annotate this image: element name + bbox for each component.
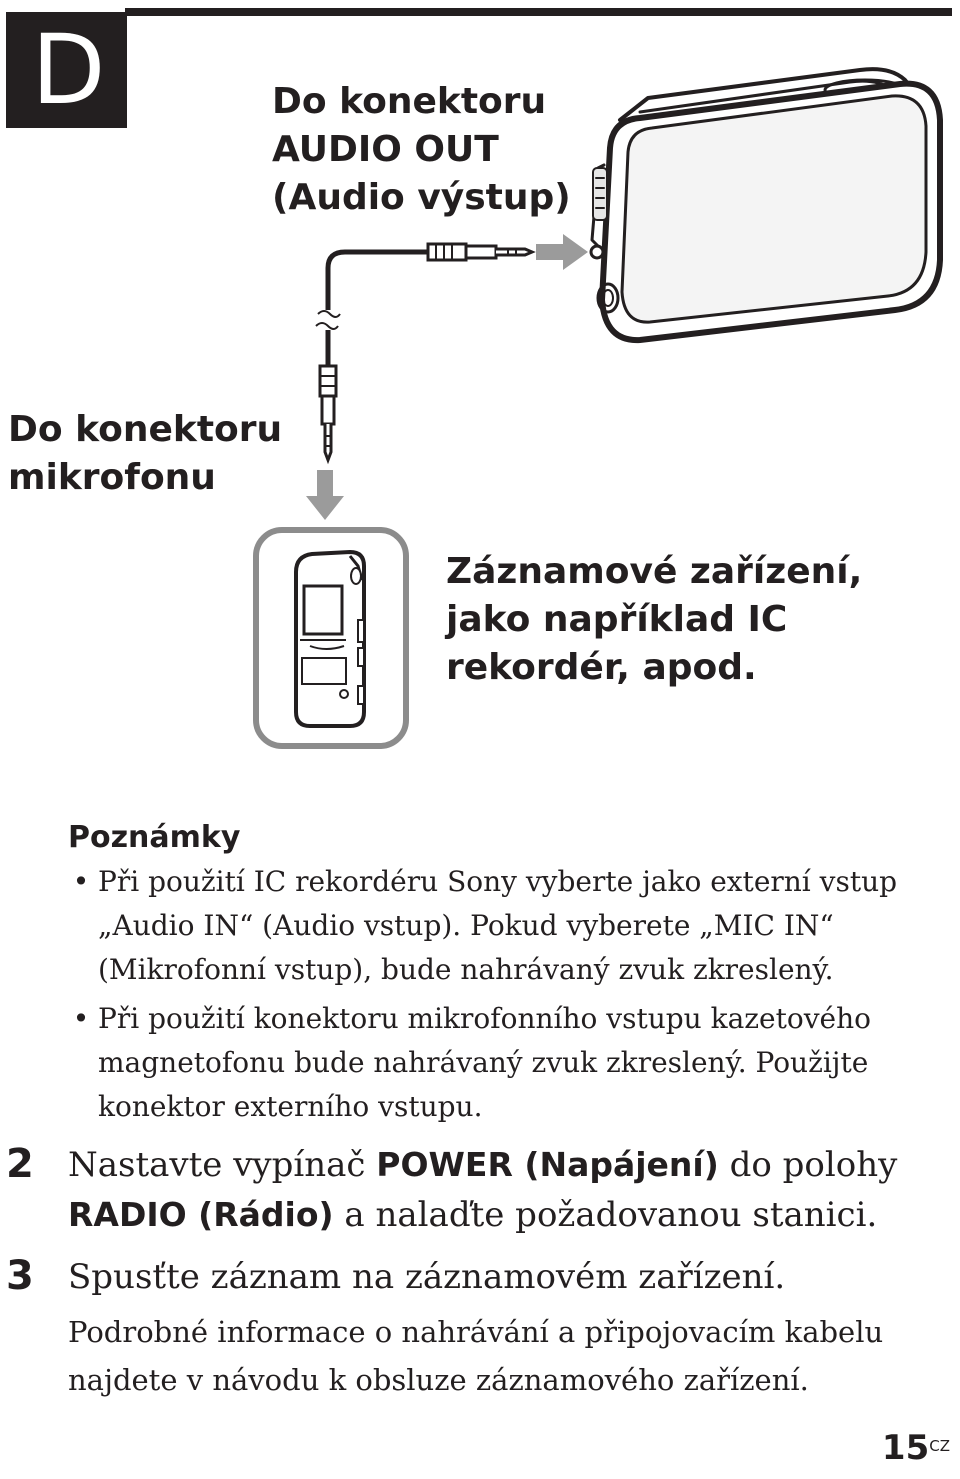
step-text-part: Nastavte vypínač	[68, 1145, 377, 1185]
callout-line: rekordér, apod.	[446, 647, 757, 688]
callout-line: Do konektoru	[8, 409, 283, 450]
callout-line: (Audio výstup)	[272, 177, 571, 218]
note-item	[68, 997, 948, 1131]
step-text-part: do polohy	[718, 1145, 898, 1185]
section-letter: D	[6, 12, 127, 128]
page-number-value: 15	[881, 1428, 930, 1468]
step-text	[68, 1252, 950, 1302]
note-item	[68, 860, 948, 994]
note-text	[98, 860, 948, 992]
callout-line: mikrofonu	[8, 457, 216, 498]
notes-heading: Poznámky	[68, 820, 241, 855]
step-line	[68, 1140, 950, 1190]
callout-line: Záznamové zařízení,	[446, 551, 863, 592]
step-3	[0, 1252, 950, 1304]
audio-out-callout	[272, 78, 571, 222]
power-switch-label: POWER (Napájení)	[376, 1145, 719, 1184]
callout-line: AUDIO OUT	[272, 129, 499, 170]
step-text-part: a nalaďte požadovanou stanici.	[333, 1195, 878, 1235]
recorder-callout	[446, 548, 862, 692]
step-line: Spusťte záznam na záznamovém zařízení.	[68, 1257, 786, 1297]
detail-text	[68, 1308, 883, 1404]
step-line	[68, 1190, 950, 1240]
step-number: 3	[6, 1253, 34, 1299]
detail-line: najdete v návodu k obsluze záznamového zařízení.	[68, 1363, 809, 1397]
detail-line: Podrobné informace o nahrávání a připojovacím kabelu	[68, 1315, 884, 1349]
note-line: „Audio IN“ (Audio vstup). Pokud vyberete „MIC IN“	[98, 909, 834, 942]
audio-cable-image	[316, 244, 532, 460]
arrow-right-icon	[536, 234, 588, 270]
radio-device-image	[591, 69, 940, 340]
arrow-down-icon	[306, 470, 344, 520]
callout-line: Do konektoru	[272, 81, 547, 122]
step-text	[68, 1140, 950, 1240]
page-number	[882, 1428, 950, 1468]
step-2	[0, 1140, 950, 1240]
bullet: •	[72, 1002, 90, 1035]
note-text	[98, 997, 948, 1129]
ic-recorder-image	[256, 530, 406, 746]
page-language-code: CZ	[929, 1437, 950, 1455]
note-line: konektor externího vstupu.	[98, 1090, 483, 1123]
note-line: Při použití konektoru mikrofonního vstupu kazetového	[98, 1002, 871, 1035]
microphone-callout	[8, 406, 282, 502]
step-number: 2	[6, 1141, 34, 1187]
radio-position-label: RADIO (Rádio)	[68, 1195, 334, 1234]
direction-arrows	[306, 234, 588, 520]
note-line: magnetofonu bude nahrávaný zvuk zkreslený. Použijte	[98, 1046, 869, 1079]
callout-line: jako například IC	[446, 599, 788, 640]
note-line: Při použití IC rekordéru Sony vyberte jako externí vstup	[98, 865, 898, 898]
note-line: (Mikrofonní vstup), bude nahrávaný zvuk zkreslený.	[98, 953, 834, 986]
bullet: •	[72, 865, 90, 898]
